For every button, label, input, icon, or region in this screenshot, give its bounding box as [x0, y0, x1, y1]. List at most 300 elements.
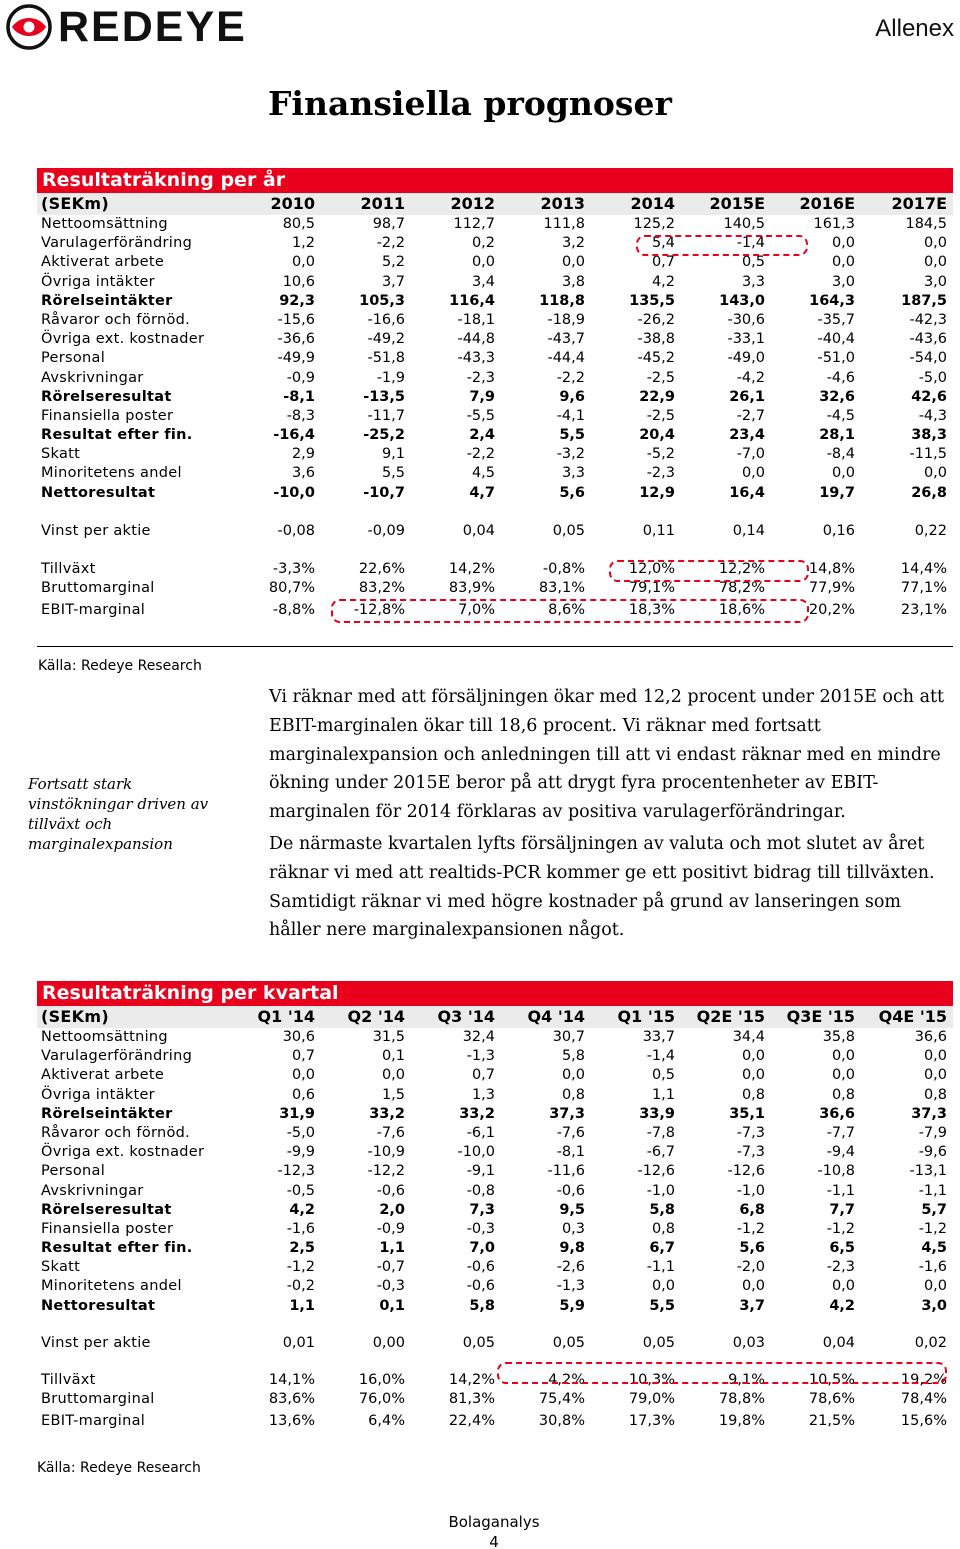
cell-value: 7,7 [829, 1201, 855, 1218]
row-label: Aktiverat arbete [41, 254, 165, 271]
section-divider [37, 646, 953, 647]
cell-value: -1,6 [918, 1259, 947, 1276]
table-header-row [37, 1006, 953, 1028]
cell-value: 5,8 [561, 1048, 585, 1065]
cell-value: 0,16 [822, 522, 855, 539]
table-header-row [37, 193, 953, 215]
cell-value: -18,9 [547, 311, 585, 328]
company-name: Allenex [875, 15, 954, 42]
row-label: EBIT-marginal [41, 1413, 146, 1430]
cell-value: 0,03 [732, 1334, 765, 1351]
cell-value: -1,1 [826, 1182, 855, 1199]
cell-value: 0,0 [831, 254, 855, 271]
cell-value: 7,9 [469, 388, 495, 405]
cell-value: -2,6 [556, 1259, 585, 1276]
cell-value: 78,2% [718, 580, 765, 597]
cell-value: 14,1% [268, 1372, 315, 1388]
cell-value: 36,6 [819, 1105, 855, 1122]
cell-value: 0,04 [822, 1334, 855, 1351]
table-row [37, 1028, 953, 1047]
highlight-quarterly-growth [497, 1362, 947, 1384]
cell-value: 0,0 [831, 1067, 855, 1084]
cell-value: 4,7 [469, 484, 495, 501]
cell-value: 9,1 [381, 446, 405, 463]
cell-value: 10,5% [808, 1372, 855, 1388]
cell-value: -10,8 [817, 1163, 855, 1180]
row-label: Skatt [41, 1259, 81, 1276]
cell-value: 0,05 [552, 522, 585, 539]
cell-value: -4,3 [918, 407, 947, 424]
row-label: Bruttomarginal [41, 580, 155, 597]
cell-value: 2014 [630, 194, 675, 213]
cell-value: 30,8% [538, 1413, 585, 1430]
ratio-row [37, 560, 953, 579]
table-row [37, 464, 953, 483]
cell-value: Q2E '15 [696, 1007, 765, 1026]
cell-value: -1,4 [736, 235, 765, 252]
cell-value: -9,9 [286, 1144, 315, 1161]
cell-value: 79,0% [628, 1391, 675, 1408]
cell-value: 3,0 [923, 273, 947, 290]
cell-value: 5,5 [381, 465, 405, 482]
cell-value: 19,7 [819, 484, 855, 501]
cell-value: -1,2 [736, 1220, 765, 1237]
table-row [37, 407, 953, 426]
cell-value: 9,1% [728, 1372, 765, 1388]
cell-value: 9,6 [559, 388, 585, 405]
cell-value: 83,6% [268, 1391, 315, 1408]
cell-value: -0,9 [376, 1220, 405, 1237]
table-row [37, 330, 953, 349]
analysis-paragraph-1: Vi räknar med att försäljningen ökar med 12,2 procent under 2015E och att EBIT-marginalen ökar till 18,6 procent. Vi räknar med fortsatt marginalexpansion och anledningen till att vi endast räknar med en mindre ökning under 2015E beror på att drygt fyra procentenheter av EBIT-marginalen för 2014 förklaras av positiva varulagerförändringar. [269, 687, 945, 823]
cell-value: 116,4 [449, 292, 495, 309]
cell-value: 140,5 [723, 216, 765, 232]
analysis-paragraph-2: De närmaste kvartalen lyfts försäljningen av valuta och mot slutet av året räknar vi med att realtids-PCR kommer ge ett positivt bidrag till tillväxten. Samtidigt räknar vi med högre kostnader på grund av lanseringen som håller nere marginalexpansionen något. [269, 834, 935, 941]
cell-value: 7,0 [469, 1240, 495, 1257]
cell-value: -44,8 [457, 331, 495, 348]
cell-value: 187,5 [901, 292, 947, 309]
cell-value: 3,3 [561, 465, 585, 482]
cell-value: -49,9 [277, 350, 315, 367]
cell-value: -11,5 [909, 446, 947, 463]
row-label: Övriga intäkter [41, 273, 155, 290]
cell-value: -2,2 [466, 446, 495, 463]
cell-value: 32,4 [462, 1029, 495, 1045]
cell-value: -8,4 [826, 446, 855, 463]
row-label: Nettoomsättning [41, 216, 168, 232]
redeye-eye-icon [6, 4, 52, 50]
row-label: Nettoomsättning [41, 1029, 168, 1045]
cell-value: 33,9 [639, 1105, 675, 1122]
cell-value: 0,0 [291, 254, 315, 271]
cell-value: -0,6 [376, 1182, 405, 1199]
cell-value: -0,9 [286, 369, 315, 386]
cell-value: -1,3 [466, 1048, 495, 1065]
cell-value: 1,1 [379, 1240, 405, 1257]
cell-value: -2,2 [556, 369, 585, 386]
cell-value: -6,1 [466, 1124, 495, 1141]
cell-value: -6,7 [646, 1144, 675, 1161]
table-row [37, 1258, 953, 1277]
row-label: Resultat efter fin. [41, 427, 193, 444]
cell-value: 2013 [540, 194, 585, 213]
cell-value: -4,5 [826, 407, 855, 424]
page-title: Finansiella prognoser [268, 84, 672, 123]
cell-value: -5,5 [466, 407, 495, 424]
row-label: Avskrivningar [41, 1182, 144, 1199]
cell-value: -0,6 [466, 1259, 495, 1276]
cell-value: 3,7 [739, 1297, 765, 1314]
cell-value: 0,0 [741, 1067, 765, 1084]
cell-value: -1,2 [918, 1220, 947, 1237]
cell-value: 5,8 [469, 1297, 495, 1314]
cell-value: 1,2 [291, 235, 315, 252]
cell-value: -12,8% [353, 602, 405, 619]
cell-value: -10,7 [363, 484, 405, 501]
row-label: Aktiverat arbete [41, 1067, 165, 1084]
cell-value: 1,1 [289, 1297, 315, 1314]
cell-value: 36,6 [914, 1029, 947, 1045]
cell-value: 0,2 [471, 235, 495, 252]
cell-value: 5,5 [559, 427, 585, 444]
cell-value: 0,3 [561, 1220, 585, 1237]
table-title: Resultaträkning per kvartal [37, 981, 953, 1006]
cell-value: 0,0 [651, 1278, 675, 1295]
cell-value: -4,1 [556, 407, 585, 424]
cell-value: 9,5 [559, 1201, 585, 1218]
brand-logo [6, 4, 247, 50]
cell-value: -7,7 [826, 1124, 855, 1141]
cell-value: 15,6% [900, 1413, 947, 1430]
table-row [37, 215, 953, 234]
table-row [37, 388, 953, 407]
cell-value: -12,6 [727, 1163, 765, 1180]
cell-value: -12,6 [637, 1163, 675, 1180]
brand-name: REDEYE [58, 3, 247, 51]
cell-value: Q1 '14 [257, 1007, 315, 1026]
cell-value: -9,1 [466, 1163, 495, 1180]
cell-value: -44,4 [547, 350, 585, 367]
row-label: Övriga intäkter [41, 1086, 155, 1103]
cell-value: 2010 [270, 194, 315, 213]
cell-value: 3,4 [471, 273, 495, 290]
cell-value: 33,2 [369, 1105, 405, 1122]
ratio-row [37, 1412, 953, 1431]
cell-value: -5,0 [286, 1124, 315, 1141]
cell-value: 3,6 [291, 465, 315, 482]
cell-value: -10,0 [273, 484, 315, 501]
cell-value: 0,8 [923, 1086, 947, 1103]
cell-value: -2,3 [466, 369, 495, 386]
table-row [37, 253, 953, 272]
cell-value: 0,22 [914, 522, 947, 539]
cell-value: 4,2% [548, 1372, 585, 1388]
cell-value: -33,1 [727, 331, 765, 348]
cell-value: 31,5 [372, 1029, 405, 1045]
table-row [37, 1220, 953, 1239]
cell-value: 2012 [450, 194, 495, 213]
cell-value: -49,2 [367, 331, 405, 348]
cell-value: 80,5 [282, 216, 315, 232]
table-row [37, 311, 953, 330]
cell-value: 6,8 [739, 1201, 765, 1218]
cell-value: 0,0 [561, 254, 585, 271]
row-spacer [37, 503, 953, 522]
table-row [37, 369, 953, 388]
cell-value: 4,2 [651, 273, 675, 290]
sidebar-note: Fortsatt stark vinstökningar driven av tillväxt och marginalexpansion [28, 775, 209, 853]
table-row [37, 273, 953, 292]
cell-value: 77,1% [900, 580, 947, 597]
cell-value: -0,6 [466, 1278, 495, 1295]
cell-value: 5,2 [381, 254, 405, 271]
cell-value: -1,0 [646, 1182, 675, 1199]
cell-value: -1,4 [646, 1048, 675, 1065]
eps-row [37, 522, 953, 541]
cell-value: 3,2 [561, 235, 585, 252]
cell-value: 18,6% [718, 602, 765, 619]
row-label: Nettoresultat [41, 484, 156, 501]
cell-value: 0,0 [741, 1048, 765, 1065]
cell-value: Q4 '14 [527, 1007, 585, 1026]
cell-value: 2016E [799, 194, 855, 213]
cell-value: 83,9% [448, 580, 495, 597]
row-label: Varulagerförändring [41, 235, 193, 252]
cell-value: -0,08 [277, 522, 315, 539]
cell-value: 2011 [360, 194, 405, 213]
cell-value: Q2 '14 [347, 1007, 405, 1026]
table-row [37, 1105, 953, 1124]
table-row [37, 1143, 953, 1162]
cell-value: 16,4 [729, 484, 765, 501]
row-label: EBIT-marginal [41, 602, 146, 619]
cell-value: Q1 '15 [617, 1007, 675, 1026]
eps-row [37, 1334, 953, 1353]
cell-value: -2,2 [376, 235, 405, 252]
row-label: Rörelseintäkter [41, 292, 173, 309]
cell-value: -1,3 [556, 1278, 585, 1295]
cell-value: 5,6 [739, 1240, 765, 1257]
cell-value: 83,2% [358, 580, 405, 597]
cell-value: 26,8 [911, 484, 947, 501]
cell-value: 0,0 [831, 1278, 855, 1295]
cell-value: -8,1 [556, 1144, 585, 1161]
cell-value: -0,5 [286, 1182, 315, 1199]
highlight-ebit-margin [331, 599, 809, 623]
cell-value: -7,6 [556, 1124, 585, 1141]
cell-value: 0,05 [462, 1334, 495, 1351]
table-row [37, 445, 953, 464]
table-row [37, 1239, 953, 1258]
cell-value: 0,8 [651, 1220, 675, 1237]
cell-value: 0,0 [923, 1067, 947, 1084]
cell-value: 78,8% [718, 1391, 765, 1408]
table-row [37, 234, 953, 253]
cell-value: -40,4 [817, 331, 855, 348]
cell-value: 0,0 [561, 1067, 585, 1084]
cell-value: 2,5 [289, 1240, 315, 1257]
cell-value: 0,0 [923, 1278, 947, 1295]
cell-value: 3,0 [921, 1297, 947, 1314]
cell-value: -10,0 [457, 1144, 495, 1161]
cell-value: 1,1 [651, 1086, 675, 1103]
cell-value: 0,0 [471, 254, 495, 271]
cell-value: 8,6% [548, 602, 585, 619]
cell-value: 0,01 [282, 1334, 315, 1351]
cell-value: 0,1 [379, 1297, 405, 1314]
cell-value: 125,2 [633, 216, 675, 232]
ratio-row [37, 579, 953, 598]
cell-value: -4,2 [736, 369, 765, 386]
row-label: Finansiella poster [41, 1220, 174, 1237]
cell-value: 23,1% [900, 602, 947, 619]
cell-value: 0,0 [923, 235, 947, 252]
cell-value: 0,05 [552, 1334, 585, 1351]
cell-value: 0,1 [381, 1048, 405, 1065]
cell-value: 2015E [709, 194, 765, 213]
cell-value: 143,0 [719, 292, 765, 309]
cell-value: 14,4% [900, 561, 947, 577]
cell-value: 0,5 [741, 254, 765, 271]
cell-value: -0,09 [367, 522, 405, 539]
cell-value: -0,2 [286, 1278, 315, 1295]
annual-source: Källa: Redeye Research [38, 658, 202, 674]
cell-value: -13,1 [909, 1163, 947, 1180]
table-row [37, 1182, 953, 1201]
cell-value: 1,3 [471, 1086, 495, 1103]
cell-value: -43,3 [457, 350, 495, 367]
cell-value: 78,6% [808, 1391, 855, 1408]
row-label: Finansiella poster [41, 407, 174, 424]
cell-value: 14,2% [448, 561, 495, 577]
cell-value: -5,2 [646, 446, 675, 463]
cell-value: -1,2 [286, 1259, 315, 1276]
cell-value: 32,6 [819, 388, 855, 405]
cell-value: -11,7 [367, 407, 405, 424]
cell-value: -51,8 [367, 350, 405, 367]
cell-value: 164,3 [809, 292, 855, 309]
cell-value: 22,9 [639, 388, 675, 405]
row-label: Tillväxt [41, 1372, 96, 1388]
cell-value: 12,0% [628, 561, 675, 577]
cell-value: -7,3 [736, 1124, 765, 1141]
table-row [37, 1277, 953, 1296]
cell-value: 21,5% [808, 1413, 855, 1430]
cell-value: 92,3 [279, 292, 315, 309]
table-row [37, 292, 953, 311]
cell-value: -43,6 [909, 331, 947, 348]
cell-value: 0,0 [923, 254, 947, 271]
cell-value: 3,0 [831, 273, 855, 290]
cell-value: 0,0 [381, 1067, 405, 1084]
cell-value: 3,3 [741, 273, 765, 290]
cell-value: 1,5 [381, 1086, 405, 1103]
row-label: Övriga ext. kostnader [41, 331, 205, 348]
row-label: Resultat efter fin. [41, 1240, 193, 1257]
cell-value: -5,0 [918, 369, 947, 386]
cell-value: 0,6 [291, 1086, 315, 1103]
cell-value: 5,8 [649, 1201, 675, 1218]
cell-value: -18,1 [457, 311, 495, 328]
cell-value: 0,0 [831, 465, 855, 482]
cell-value: -35,7 [817, 311, 855, 328]
cell-value: -7,6 [376, 1124, 405, 1141]
cell-value: -26,2 [637, 311, 675, 328]
cell-value: 0,05 [642, 1334, 675, 1351]
cell-value: -15,6 [277, 311, 315, 328]
row-label: Rörelseresultat [41, 1201, 172, 1218]
cell-value: -2,3 [826, 1259, 855, 1276]
cell-value: -43,7 [547, 331, 585, 348]
page-number: 4 [489, 1533, 499, 1549]
cell-value: 118,8 [539, 292, 585, 309]
table-row [37, 1124, 953, 1143]
cell-value: -7,3 [736, 1144, 765, 1161]
cell-value: 98,7 [372, 216, 405, 232]
cell-value: 22,4% [448, 1413, 495, 1430]
cell-value: -25,2 [363, 427, 405, 444]
cell-value: 42,6 [911, 388, 947, 405]
table-row [37, 1162, 953, 1181]
cell-value: 0,8 [561, 1086, 585, 1103]
cell-value: 35,8 [822, 1029, 855, 1045]
cell-value: 0,04 [462, 522, 495, 539]
table-row [37, 349, 953, 368]
row-label: Råvaror och förnöd. [41, 311, 191, 328]
cell-value: -1,2 [826, 1220, 855, 1237]
cell-value: 6,4% [368, 1413, 405, 1430]
row-label: Tillväxt [41, 561, 96, 577]
cell-value: 0,5 [651, 1067, 675, 1084]
cell-value: 10,6 [282, 273, 315, 290]
cell-value: 76,0% [358, 1391, 405, 1408]
cell-value: 0,0 [923, 1048, 947, 1065]
cell-value: 78,4% [900, 1391, 947, 1408]
table-row [37, 1047, 953, 1066]
cell-value: 6,7 [649, 1240, 675, 1257]
cell-value: -8,3 [286, 407, 315, 424]
cell-value: -0,6 [556, 1182, 585, 1199]
cell-value: 22,6% [358, 561, 405, 577]
cell-value: -10,9 [367, 1144, 405, 1161]
cell-value: -1,0 [736, 1182, 765, 1199]
cell-value: 19,8% [718, 1413, 765, 1430]
cell-value: -3,3% [272, 561, 315, 577]
cell-value: -38,8 [637, 331, 675, 348]
cell-value: -2,5 [646, 407, 675, 424]
cell-value: 31,9 [279, 1105, 315, 1122]
row-label: Vinst per aktie [41, 522, 151, 539]
cell-value: 5,5 [649, 1297, 675, 1314]
footer-label: Bolaganalys [448, 1513, 540, 1531]
cell-value: 14,2% [448, 1372, 495, 1388]
row-label: Varulagerförändring [41, 1048, 193, 1065]
cell-value: Q3 '14 [437, 1007, 495, 1026]
row-label: Rörelseintäkter [41, 1105, 173, 1122]
cell-value: 17,3% [628, 1413, 675, 1430]
cell-value: 135,5 [629, 292, 675, 309]
cell-value: -0,3 [376, 1278, 405, 1295]
row-spacer [37, 1316, 953, 1334]
cell-value: 4,5 [471, 465, 495, 482]
cell-value: 0,8 [741, 1086, 765, 1103]
cell-value: 35,1 [729, 1105, 765, 1122]
cell-value: 0,0 [741, 465, 765, 482]
cell-value: 4,2 [829, 1297, 855, 1314]
cell-value: 37,3 [911, 1105, 947, 1122]
cell-value: 79,1% [628, 580, 675, 597]
cell-value: 14,8% [808, 561, 855, 577]
